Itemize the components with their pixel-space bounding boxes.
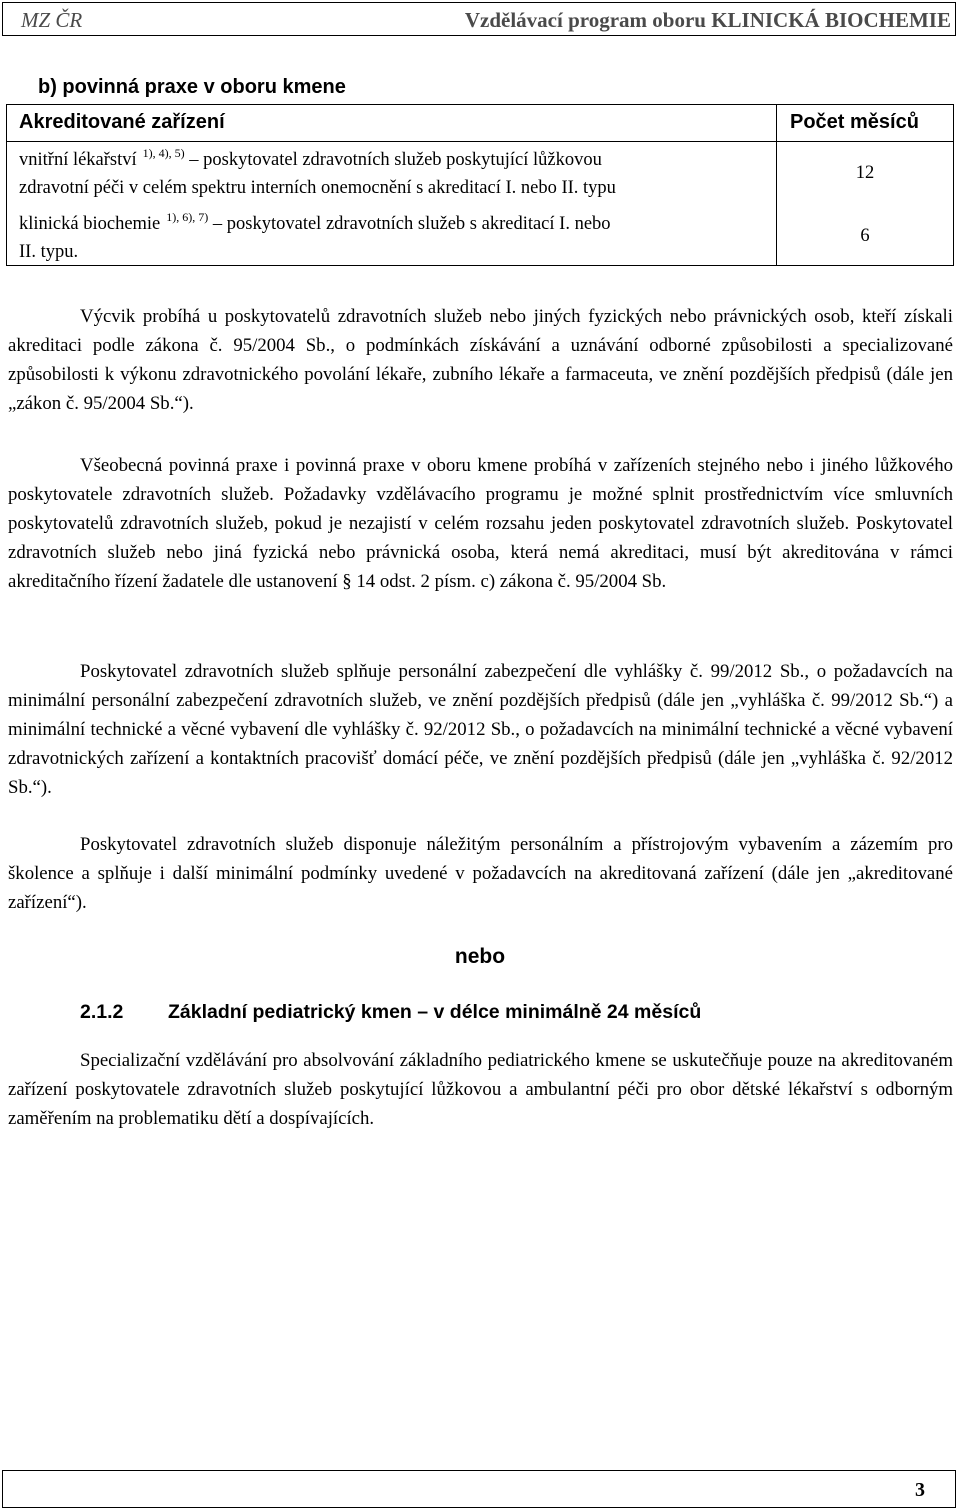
paragraph-text: Specializační vzdělávání pro absolvování základního pediatrického kmene se uskutečňuje pouze na akreditovaném zařízení poskytovatele zdravotních služeb poskytující lůžkovou a ambulantní péči pro obor dětské lékařství s odborným zaměřením na problematiku dětí a dospívajících.: [8, 1050, 953, 1129]
row-description: – poskytovatel zdravotních služeb poskytující lůžkovou: [189, 150, 602, 170]
page-number: 3: [915, 1479, 925, 1501]
accredited-facilities-table: [6, 104, 954, 266]
paragraph-general-practice: [8, 451, 953, 596]
column-header-facility: Akreditované zařízení: [19, 111, 225, 133]
table-row: [19, 147, 769, 202]
table-header-divider: [7, 141, 953, 142]
paragraph-text: Poskytovatel zdravotních služeb splňuje personální zabezpečení dle vyhlášky č. 99/2012 Sb., o požadavcích na minimální personální zabezpečení zdravotních služeb, ve znění pozdějších předpisů (dále jen „vyhláška č. 99/2012 Sb.“) a minimální technické a věcné vybavení dle vyhlášky č. 92/2012 Sb., o požadavcích na minimální technické a věcné vybavení zdravotnických zařízení a kontaktních pracovišť domácí péče, ve znění pozdějších předpisů (dále jen „vyhláška č. 92/2012 Sb.“).: [8, 661, 953, 798]
page-footer: [2, 1470, 956, 1508]
row-name: klinická biochemie: [19, 214, 161, 234]
nebo-separator: nebo: [454, 945, 506, 968]
row-description-cont: II. typu.: [19, 242, 79, 262]
paragraph-equipment: [8, 830, 953, 917]
section-title: Základní pediatrický kmen – v délce minimálně 24 měsíců: [168, 1001, 702, 1023]
paragraph-text: Výcvik probíhá u poskytovatelů zdravotních služeb nebo jiných fyzických nebo právnických osob, kteří získali akreditaci podle zákona č. 95/2004 Sb., o podmínkách získávání a uznávání odborné způsobilosti a specializované způsobilosti k výkonu zdravotnického povolání lékaře, zubního lékaře a farmaceuta, ve znění pozdějších předpisů (dále jen „zákon č. 95/2004 Sb.“).: [8, 306, 953, 414]
header-ministry: MZ ČR: [21, 8, 83, 32]
paragraph-text: Poskytovatel zdravotních služeb disponuje náležitým personálním a přístrojovým vybavením a zázemím pro školence a splňuje i další minimální podmínky uvedené v požadavcích na akreditovaná zařízení (dále jen „akreditované zařízení“).: [8, 834, 953, 913]
section-number: 2.1.2: [80, 1001, 124, 1023]
section-b-title: b) povinná praxe v oboru kmene: [38, 76, 346, 98]
row-name: vnitřní lékařství: [19, 150, 137, 170]
header-program-title: Vzdělávací program oboru KLINICKÁ BIOCHEMIE: [464, 8, 951, 32]
table-row: [19, 211, 769, 266]
row-description: – poskytovatel zdravotních služeb s akreditací I. nebo: [212, 214, 611, 234]
paragraph-training: [8, 302, 953, 418]
paragraph-pediatric: [8, 1046, 953, 1133]
row-description-cont: zdravotní péči v celém spektru interních onemocnění s akreditací I. nebo II. typu: [19, 178, 616, 198]
footnote-refs: 1), 6), 7): [166, 210, 209, 224]
row-months: 6: [860, 226, 870, 246]
paragraph-personnel: [8, 657, 953, 802]
paragraph-text: Všeobecná povinná praxe i povinná praxe v oboru kmene probíhá v zařízeních stejného nebo i jiného lůžkového poskytovatele zdravotních služeb. Požadavky vzdělávacího programu je možné splnit prostřednictvím více smluvních poskytovatelů zdravotních služeb, pokud je nezajistí v celém rozsahu jeden poskytovatel zdravotních služeb. Poskytovatel zdravotních služeb nebo jiná fyzická nebo právnická osoba, která nemá akreditaci, musí být akreditována v rámci akreditačního řízení žadatele dle ustanovení § 14 odst. 2 písm. c) zákona č. 95/2004 Sb.: [8, 455, 953, 592]
footnote-refs: 1), 4), 5): [142, 146, 185, 160]
column-header-months: Počet měsíců: [790, 111, 919, 133]
page-header: [2, 2, 956, 36]
row-months: 12: [855, 163, 875, 183]
